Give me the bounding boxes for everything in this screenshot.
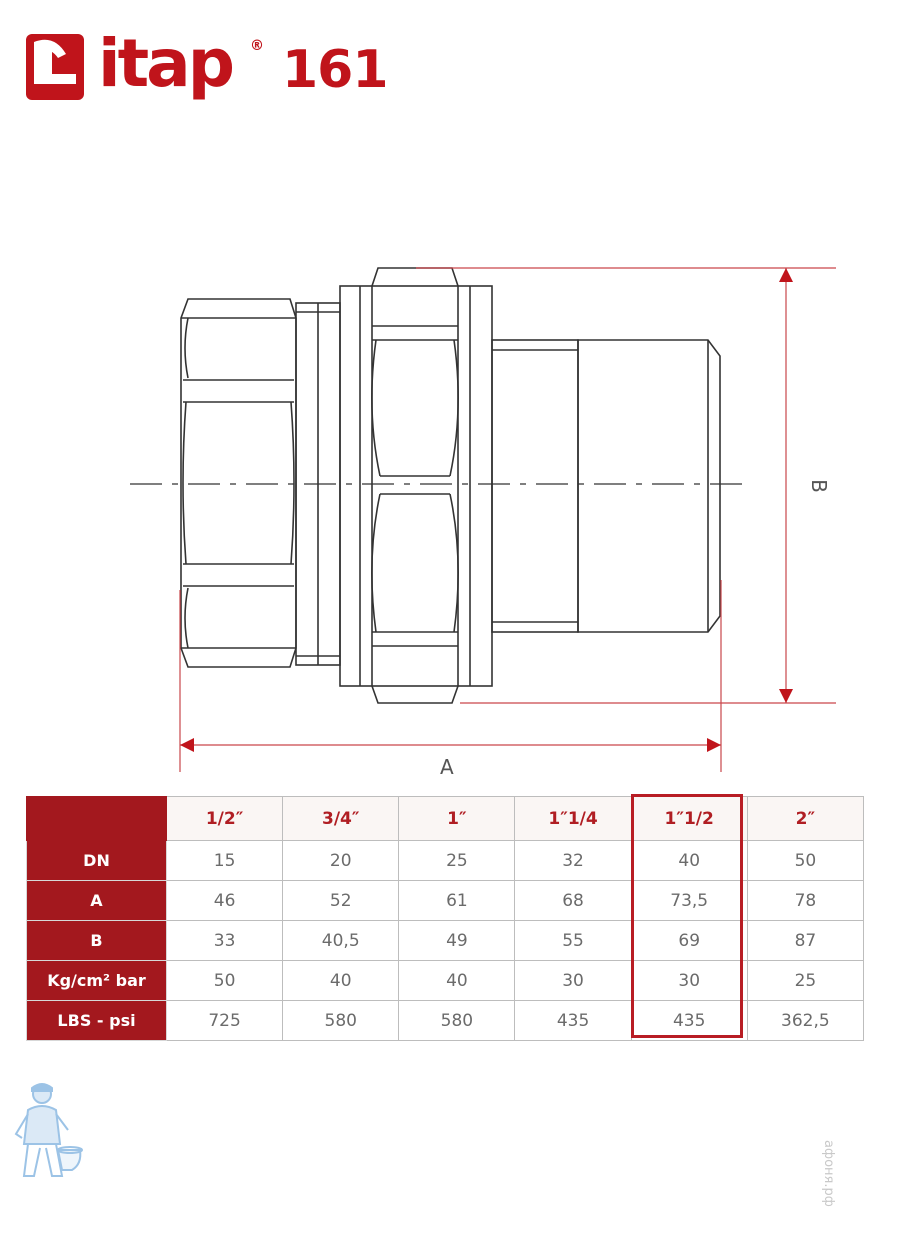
row-label: B	[27, 921, 167, 961]
fitting-body	[492, 340, 578, 632]
table-row	[27, 921, 864, 961]
brand-name: itap	[98, 25, 232, 102]
plumber-mascot-icon	[6, 1080, 86, 1190]
table-row	[27, 1001, 864, 1041]
table-cell: 78	[747, 881, 863, 921]
table-cell: 87	[747, 921, 863, 961]
table-cell: 73,5	[631, 881, 747, 921]
site-watermark: афоня.рф	[821, 1140, 836, 1207]
table-cell: 52	[283, 881, 399, 921]
table-cell: 61	[399, 881, 515, 921]
table-row	[27, 841, 864, 881]
column-header: 1″1/4	[515, 797, 631, 841]
row-label: A	[27, 881, 167, 921]
table-header-row	[27, 797, 864, 841]
table-cell: 69	[631, 921, 747, 961]
column-header: 3/4″	[283, 797, 399, 841]
table-cell: 725	[167, 1001, 283, 1041]
table-cell: 49	[399, 921, 515, 961]
table-cell: 362,5	[747, 1001, 863, 1041]
column-header: 1/2″	[167, 797, 283, 841]
row-label: Kg/cm² bar	[27, 961, 167, 1001]
column-header: 1″1/2	[631, 797, 747, 841]
table-cell: 68	[515, 881, 631, 921]
table-cell: 30	[515, 961, 631, 1001]
table-cell: 25	[747, 961, 863, 1001]
dimension-lines	[180, 268, 836, 772]
row-label: DN	[27, 841, 167, 881]
specification-table	[26, 796, 864, 1041]
table-cell: 580	[283, 1001, 399, 1041]
table-cell: 55	[515, 921, 631, 961]
table-cell: 50	[167, 961, 283, 1001]
table-row	[27, 881, 864, 921]
table-row	[27, 961, 864, 1001]
threaded-end	[578, 340, 720, 632]
row-label: LBS - psi	[27, 1001, 167, 1041]
table-cell: 30	[631, 961, 747, 1001]
table-cell: 33	[167, 921, 283, 961]
table-cell: 580	[399, 1001, 515, 1041]
column-header: 1″	[399, 797, 515, 841]
dimension-a-label: A	[440, 755, 454, 779]
table-cell: 40,5	[283, 921, 399, 961]
center-hex-nut	[340, 268, 492, 703]
dimension-b-label: B	[807, 479, 831, 493]
table-cell: 46	[167, 881, 283, 921]
left-hex-nut	[181, 299, 296, 667]
table-cell: 32	[515, 841, 631, 881]
table-cell: 40	[283, 961, 399, 1001]
table-corner	[27, 797, 167, 841]
table-cell: 435	[631, 1001, 747, 1041]
table-cell: 40	[399, 961, 515, 1001]
table-cell: 20	[283, 841, 399, 881]
table-cell: 50	[747, 841, 863, 881]
table-cell: 15	[167, 841, 283, 881]
column-header: 2″	[747, 797, 863, 841]
registered-mark: ®	[250, 38, 264, 54]
table-cell: 40	[631, 841, 747, 881]
model-number: 161	[282, 40, 388, 100]
table-cell: 25	[399, 841, 515, 881]
table-cell: 435	[515, 1001, 631, 1041]
